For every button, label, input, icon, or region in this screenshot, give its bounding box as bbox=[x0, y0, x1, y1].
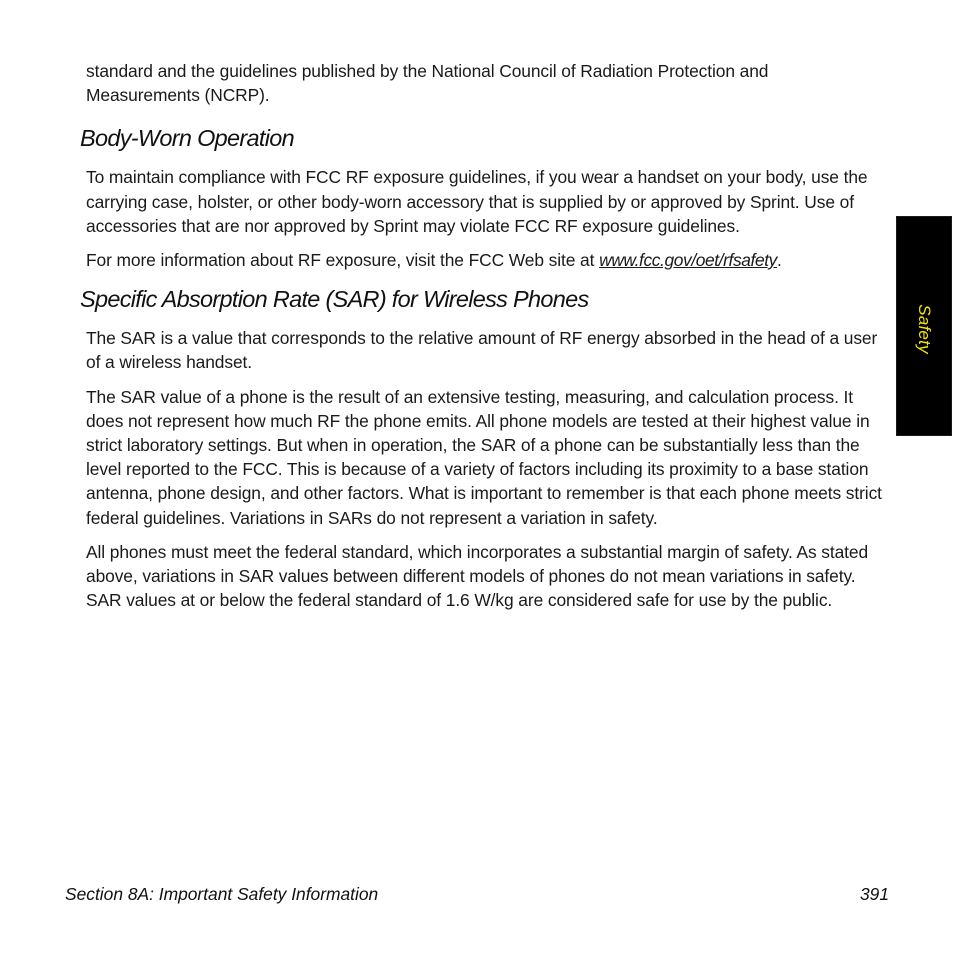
page-content bbox=[80, 59, 886, 612]
footer-section-title: Section 8A: Important Safety Information bbox=[65, 884, 379, 904]
intro-paragraph: standard and the guidelines published by the National Council of Radiation Protection and Measurements (NCRP). bbox=[86, 61, 769, 106]
rf-info-suffix: . bbox=[776, 250, 782, 271]
body-worn-paragraph: To maintain compliance with FCC RF exposure guidelines, if you wear a handset on your body, use the carrying case, holster, or other body-worn accessory that is supplied by or approved by Sprint. Use of accessories that are nor approved by Sprint may violate FCC RF exposure guidelines. bbox=[86, 167, 868, 236]
fcc-rfsafety-link[interactable]: www.fcc.gov/oet/rfsafety bbox=[599, 250, 777, 271]
footer-page-number: 391 bbox=[859, 884, 889, 904]
sar-paragraph-3: All phones must meet the federal standard, which incorporates a substantial margin of safety. As stated above, variations in SAR values between different models of phones do not mean variations in safety. SAR values at or below the federal standard of 1.6 W/kg are considered safe for use by the public. bbox=[86, 541, 869, 611]
safety-side-tab[interactable] bbox=[896, 216, 952, 436]
safety-side-tab-label: Safety bbox=[915, 304, 934, 354]
heading-body-worn-operation: Body-Worn Operation bbox=[80, 125, 294, 152]
page-footer bbox=[65, 882, 889, 906]
sar-paragraph-2: The SAR value of a phone is the result of an extensive testing, measuring, and calculation process. It does not represent how much RF the phone emits. All phone models are tested at their highest value in strict laboratory settings. But when in operation, the SAR of a phone can be substantially less than the level reported to the FCC. This is because of a variety of factors including its proximity to a base station antenna, phone design, and other factors. What is important to remember is that each phone meets strict federal guidelines. Variations in SARs do not represent a variation in safety. bbox=[86, 386, 882, 528]
rf-info-paragraph bbox=[86, 248, 886, 272]
heading-sar: Specific Absorption Rate (SAR) for Wireless Phones bbox=[80, 286, 589, 313]
sar-paragraph-1: The SAR is a value that corresponds to the relative amount of RF energy absorbed in the head of a user of a wireless handset. bbox=[86, 328, 878, 373]
rf-info-prefix: For more information about RF exposure, visit the FCC Web site at bbox=[86, 250, 600, 271]
